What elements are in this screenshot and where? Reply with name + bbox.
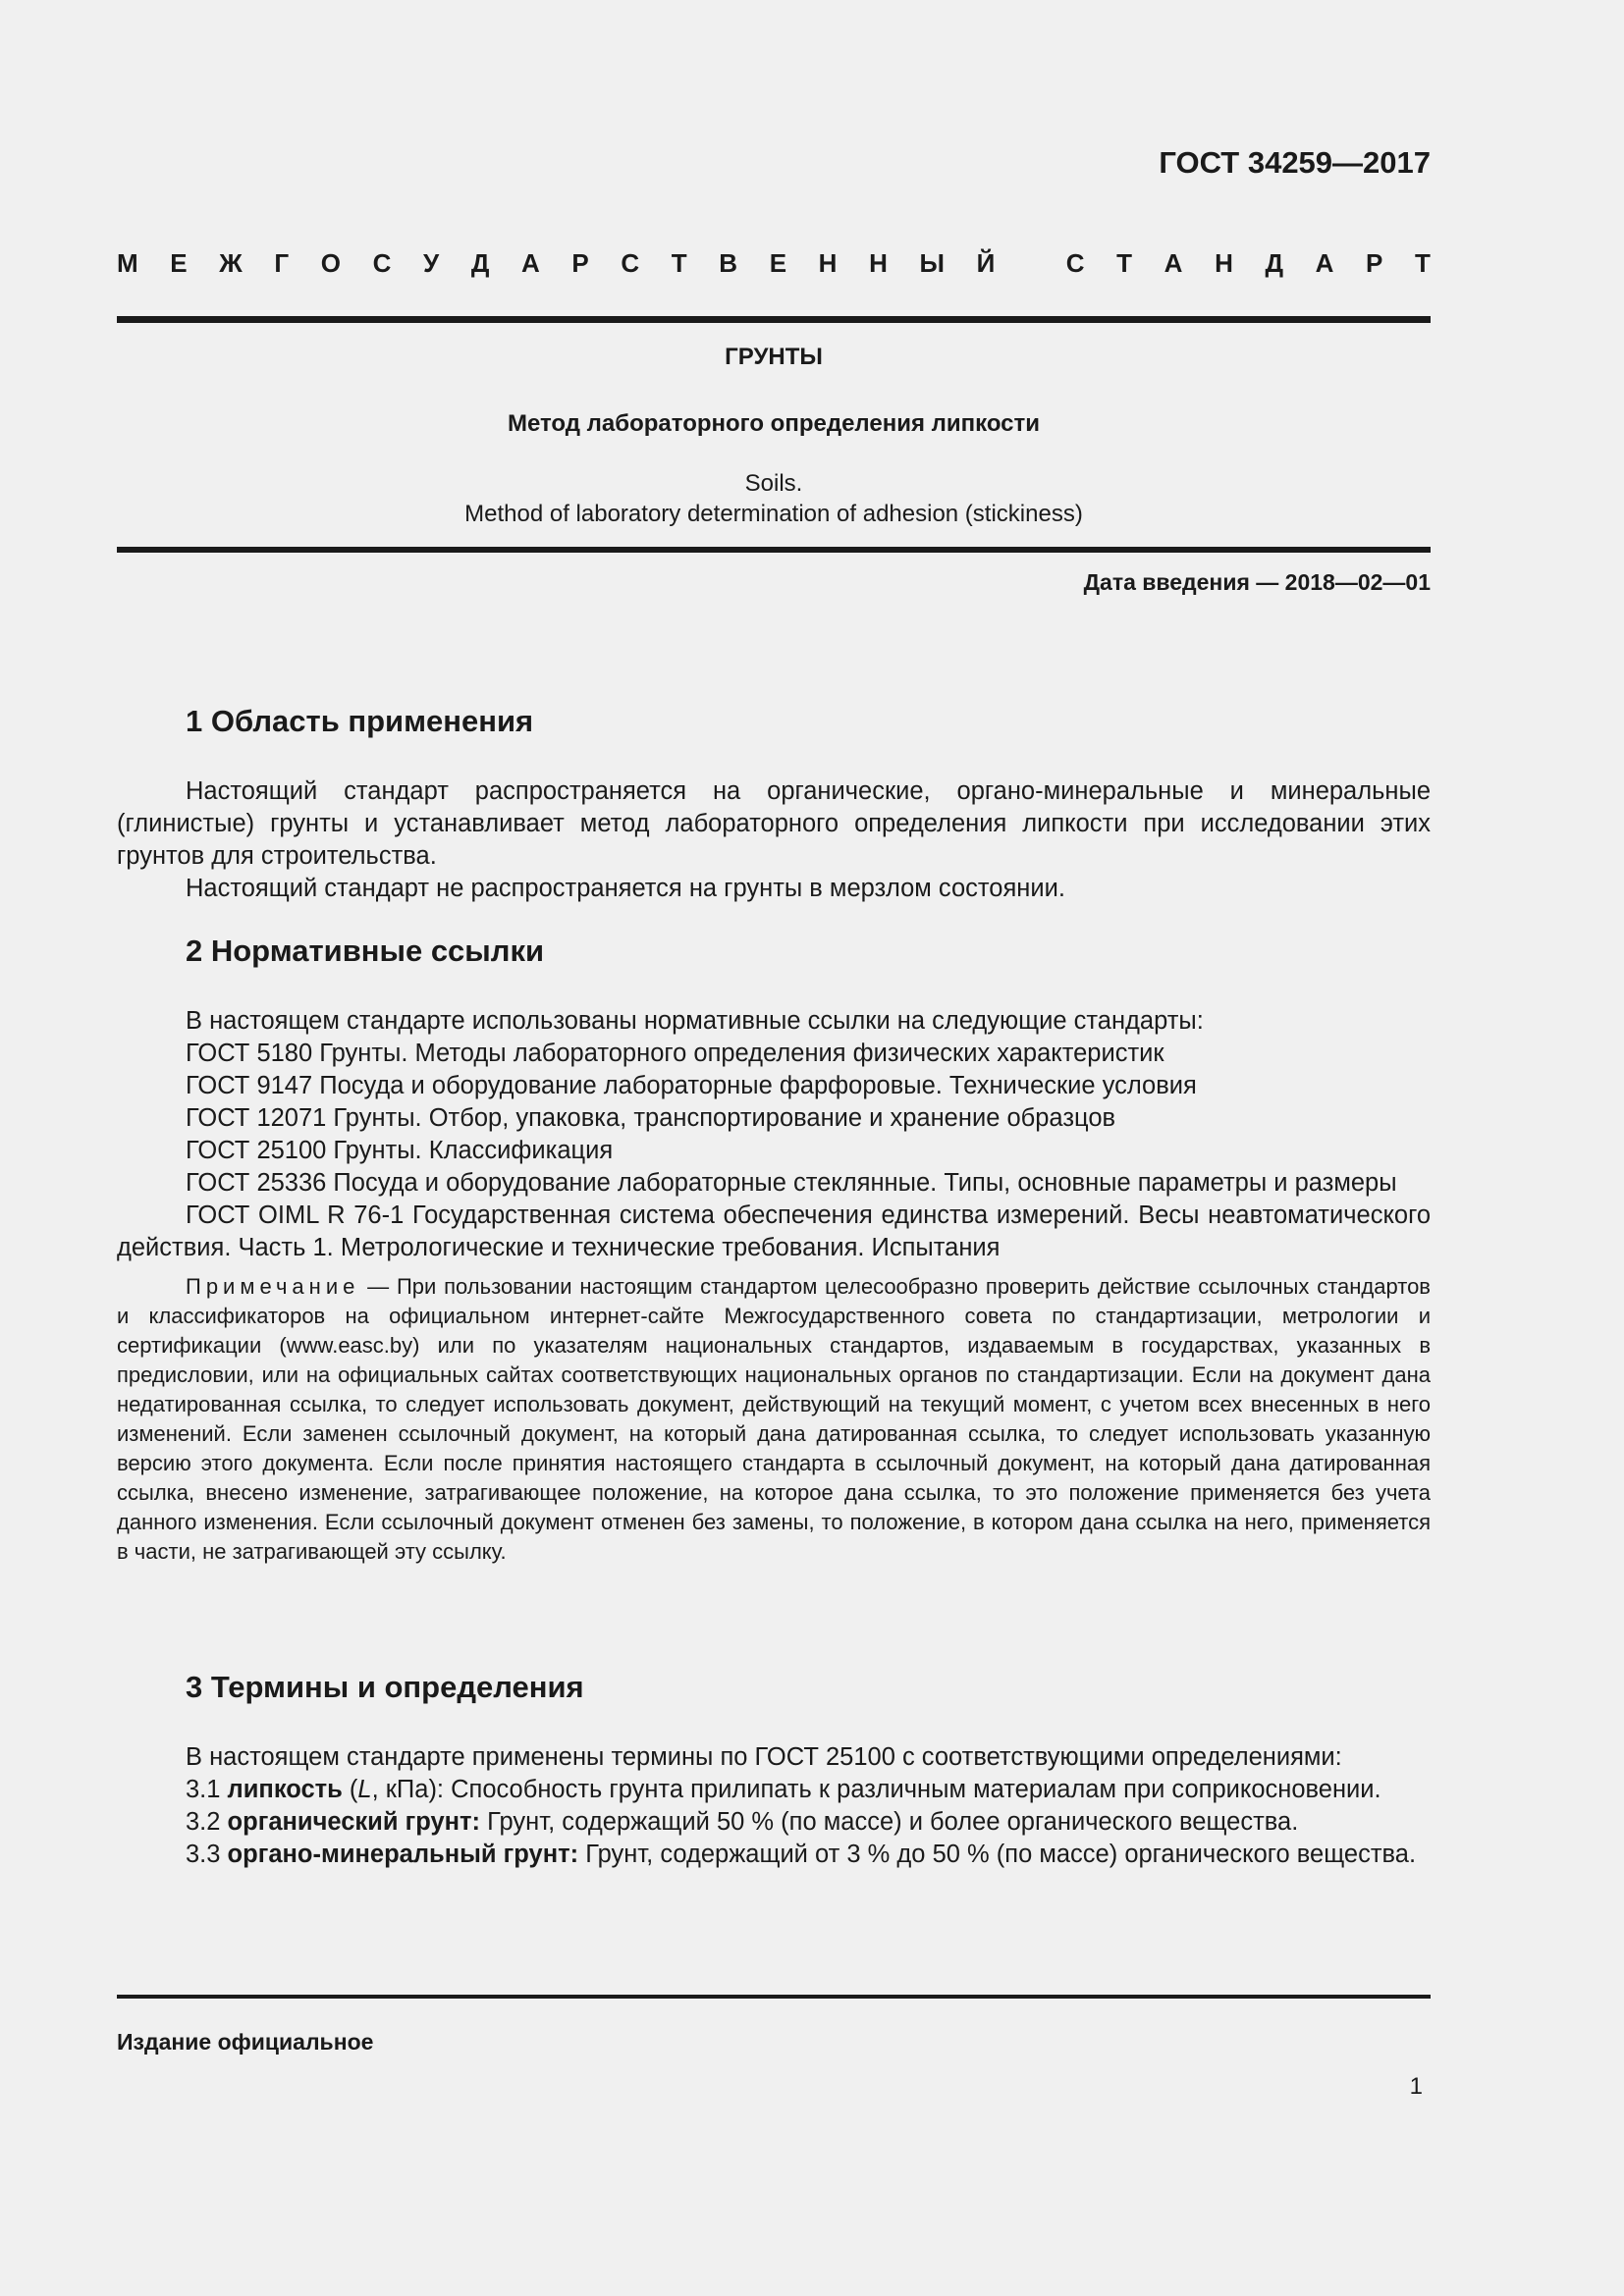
paragraph: Настоящий стандарт распространяется на органические, органо-минеральные и минеральные (глинистые) грунты и устанавливает метод лабораторного определения липкости при исследовании этих грунтов для строительства. xyxy=(117,777,1431,870)
banner-letter: У xyxy=(423,248,440,278)
section-heading: 1 Область применения xyxy=(186,704,534,738)
paragraph: В настоящем стандарте использованы нормативные ссылки на следующие стандарты: xyxy=(186,1007,1204,1035)
term-name: липкость xyxy=(227,1776,343,1803)
note-label: Примечание xyxy=(186,1274,360,1299)
banner-letter: Е xyxy=(170,248,188,278)
banner-letter: О xyxy=(320,248,341,278)
term-symbol: L xyxy=(357,1776,372,1803)
term-name: органический грунт: xyxy=(227,1808,481,1836)
section-terms-definitions xyxy=(117,1668,1431,1871)
standard-number: ГОСТ 34259—2017 xyxy=(1159,145,1431,180)
document-subtitle: Метод лабораторного определения липкости xyxy=(507,410,1041,437)
title-rule xyxy=(117,547,1431,553)
banner-letter: Н xyxy=(869,248,888,278)
reference-item: ГОСТ 12071 Грунты. Отбор, упаковка, транспортирование и хранение образцов xyxy=(186,1104,1116,1132)
banner-letter: А xyxy=(521,248,540,278)
term-definition: 3.3 органо-минеральный грунт: Грунт, содержащий от 3 % до 50 % (по массе) органического вещества. xyxy=(186,1841,1417,1868)
banner-letter: Н xyxy=(1215,248,1233,278)
banner-letter: А xyxy=(1164,248,1183,278)
reference-item: ГОСТ 5180 Грунты. Методы лабораторного определения физических характеристик xyxy=(186,1040,1164,1067)
banner-letter: Н xyxy=(818,248,838,278)
banner-letter: С xyxy=(372,248,392,278)
banner-letter: С xyxy=(1065,248,1085,278)
reference-item: ГОСТ 9147 Посуда и оборудование лабораторные фарфоровые. Технические условия xyxy=(186,1072,1197,1099)
banner-letter: Т xyxy=(671,248,687,278)
reference-item: ГОСТ 25100 Грунты. Классификация xyxy=(186,1137,614,1164)
page-number: 1 xyxy=(1409,2073,1423,2100)
banner-letter: Ы xyxy=(919,248,945,278)
section-normative-references xyxy=(117,932,1431,1567)
reference-item: ГОСТ OIML R 76-1 Государственная система обеспечения единства измерений. Весы неавтоматического действия. Часть 1. Метрологические и технические требования. Испытания xyxy=(117,1201,1431,1261)
banner-letter: Т xyxy=(1415,248,1431,278)
banner-letter: В xyxy=(719,248,738,278)
header-rule xyxy=(117,316,1431,323)
banner-letter: Д xyxy=(470,248,490,278)
banner-letter: Р xyxy=(1366,248,1383,278)
paragraph: Настоящий стандарт не распространяется на грунты в мерзлом состоянии. xyxy=(186,875,1065,902)
paragraph: В настоящем стандарте применены термины по ГОСТ 25100 с соответствующими определениями: xyxy=(186,1743,1342,1771)
english-title-line1: Soils. xyxy=(744,470,803,497)
banner-letter: М xyxy=(117,248,138,278)
interstate-standard-banner xyxy=(117,248,1431,279)
official-edition-label: Издание официальное xyxy=(117,2029,374,2055)
reference-item: ГОСТ 25336 Посуда и оборудование лабораторные стеклянные. Типы, основные параметры и размеры xyxy=(186,1169,1397,1197)
banner-letter: С xyxy=(621,248,640,278)
banner-word-gap xyxy=(1027,248,1034,279)
section-heading: 3 Термины и определения xyxy=(186,1670,584,1704)
term-name: органо-минеральный грунт: xyxy=(227,1841,579,1868)
term-definition: 3.2 органический грунт: Грунт, содержащий 50 % (по массе) и более органического вещества. xyxy=(186,1808,1299,1836)
banner-letter: Й xyxy=(976,248,996,278)
banner-letter: Р xyxy=(571,248,589,278)
english-title-line2: Method of laboratory determination of adhesion (stickiness) xyxy=(464,501,1083,527)
section-heading: 2 Нормативные ссылки xyxy=(186,934,545,968)
banner-letter: Т xyxy=(1116,248,1133,278)
banner-letter: Е xyxy=(769,248,787,278)
note-text: — При пользовании настоящим стандартом целесообразно проверить действие ссылочных стандартов и классификаторов на официальном интернет-сайте Межгосударственного совета по стандартизации, метрологии и сертификации (www.easc.by) или по указателям национальных стандартов, издаваемым в государствах, указанных в предисловии, или на официальных сайтах соответствующих национальных органов по стандартизации. Если на документ дана недатированная ссылка, то следует использовать документ, действующий на текущий момент, с учетом всех внесенных в него изменений. Если заменен ссылочный документ, на который дана датированная ссылка, то следует использовать указанную версию этого документа. Если после принятия настоящего стандарта в ссылочный документ, на который дана датированная ссылка, внесено изменение, затрагивающее положение, на которое дана ссылка, то это положение применяется без учета данного изменения. Если ссылочный документ отменен без замены, то положение, в котором дана ссылка на него, применяется в части, не затрагивающей эту ссылку. xyxy=(117,1274,1431,1564)
document-title: ГРУНТЫ xyxy=(725,344,823,370)
banner-letter: Д xyxy=(1265,248,1284,278)
term-definition: 3.1 липкость (L, кПа): Способность грунта прилипать к различным материалам при соприкосновении. xyxy=(186,1776,1381,1803)
banner-letter: Г xyxy=(274,248,290,278)
introduction-date: Дата введения — 2018—02—01 xyxy=(1083,569,1431,595)
footer-rule xyxy=(117,1995,1431,1999)
banner-letter: Ж xyxy=(219,248,243,278)
note-block xyxy=(117,1272,1431,1567)
section-scope xyxy=(117,702,1431,905)
banner-letter: А xyxy=(1315,248,1334,278)
